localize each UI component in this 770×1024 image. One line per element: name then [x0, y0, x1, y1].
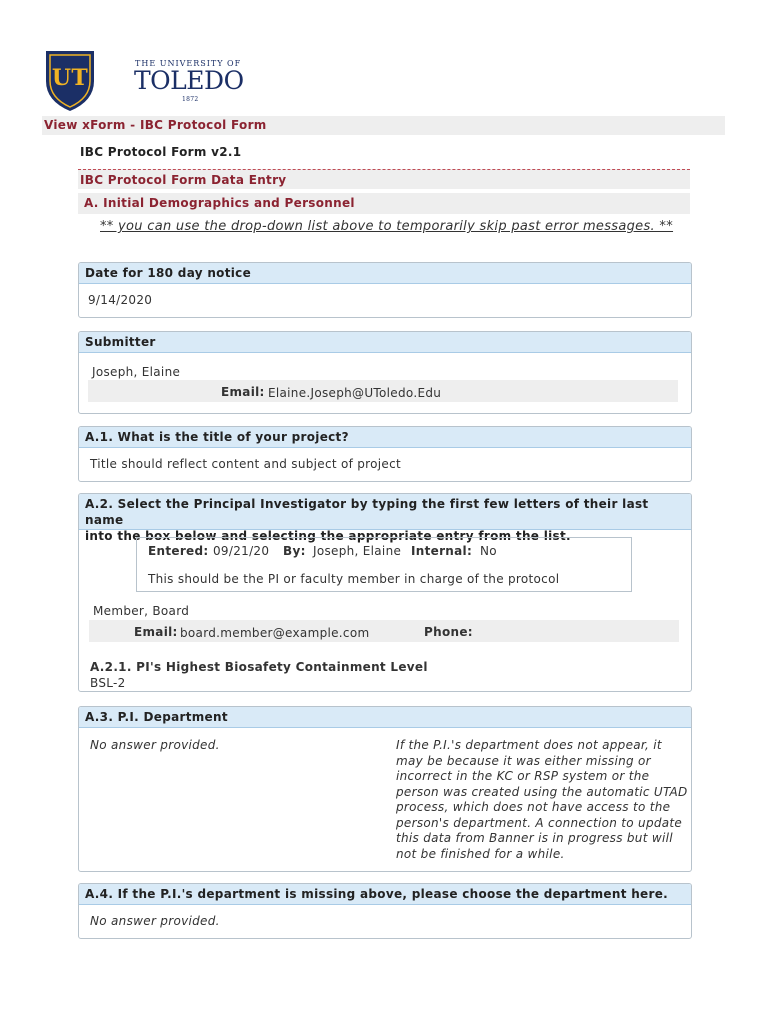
help-line: If the P.I.'s department does not appear, it — [396, 738, 662, 752]
logo-monogram: UT — [51, 65, 89, 91]
question-a4-label: A.4. If the P.I.'s department is missing above, please choose the department here. — [79, 884, 691, 905]
help-line: incorrect in the KC or RSP system or the — [396, 769, 650, 783]
question-a2-box — [78, 493, 692, 692]
submitter-label: Submitter — [79, 332, 691, 353]
pi-by-label: By: — [283, 544, 306, 558]
pi-biosafety-label: A.2.1. PI's Highest Biosafety Containment Level — [90, 660, 428, 674]
data-entry-title: IBC Protocol Form Data Entry — [78, 169, 690, 189]
logo-name: TOLEDO — [134, 66, 244, 95]
skip-note: ** you can use the drop-down list above to temporarily skip past error messages. ** — [100, 219, 674, 234]
pi-member-name: Member, Board — [93, 604, 190, 618]
submitter-email-label: Email: — [221, 385, 265, 399]
pi-comment: This should be the PI or faculty member in charge of the protocol — [148, 572, 560, 586]
logo-the-university-of: THE UNIVERSITY OF — [135, 59, 242, 68]
question-a4-box — [78, 883, 692, 939]
notice-date-box — [78, 262, 692, 318]
question-a1-label: A.1. What is the title of your project? — [79, 427, 691, 448]
question-a2-label-line1: A.2. Select the Principal Investigator by typing the first few letters of their last name — [85, 497, 649, 527]
help-line: may be because it was either missing or — [396, 753, 651, 768]
logo-year: 1872 — [182, 96, 199, 103]
question-a3-value: No answer provided. — [90, 738, 220, 752]
submitter-email[interactable]: Elaine.Joseph@UToledo.Edu — [268, 386, 442, 400]
pi-entry-box — [136, 537, 632, 592]
question-a2-label-line2: into the box below and selecting the appropriate entry from the list. — [85, 529, 571, 543]
question-a1-value: Title should reflect content and subject of project — [90, 457, 401, 471]
notice-date-value: 9/14/2020 — [88, 293, 153, 307]
question-a3-help — [396, 738, 688, 862]
help-line: person's department. A connection to update — [396, 815, 683, 830]
pi-internal-label: Internal: — [411, 544, 473, 558]
question-a2-label — [79, 494, 691, 543]
notice-date-label: Date for 180 day notice — [79, 263, 691, 284]
pi-by-value: Joseph, Elaine — [313, 544, 402, 558]
question-a3-label: A.3. P.I. Department — [79, 707, 691, 728]
question-a1-box — [78, 426, 692, 482]
pi-internal-value: No — [480, 544, 497, 558]
submitter-name: Joseph, Elaine — [92, 365, 181, 379]
submitter-box — [78, 331, 692, 414]
pi-email-label: Email: — [134, 625, 178, 639]
form-name: IBC Protocol Form v2.1 — [80, 145, 242, 159]
pi-entered-value: 09/21/20 — [213, 544, 270, 558]
section-title: A. Initial Demographics and Personnel — [78, 193, 690, 214]
pi-entered-label: Entered: — [148, 544, 209, 558]
university-logo — [42, 47, 244, 112]
pi-biosafety-value: BSL-2 — [90, 676, 126, 690]
help-line: not be finished for a while. — [396, 846, 565, 861]
pi-phone-label: Phone: — [424, 625, 473, 639]
help-line: this data from Banner is in progress but will — [396, 831, 673, 845]
page-title: View xForm - IBC Protocol Form — [42, 116, 725, 135]
shield-icon — [42, 47, 98, 113]
pi-email[interactable]: board.member@example.com — [180, 626, 370, 640]
help-line: process, which does not have access to the — [396, 800, 671, 814]
question-a4-value: No answer provided. — [90, 914, 220, 928]
question-a3-box — [78, 706, 692, 872]
help-line: person was created using the automatic UTAD — [396, 784, 688, 799]
